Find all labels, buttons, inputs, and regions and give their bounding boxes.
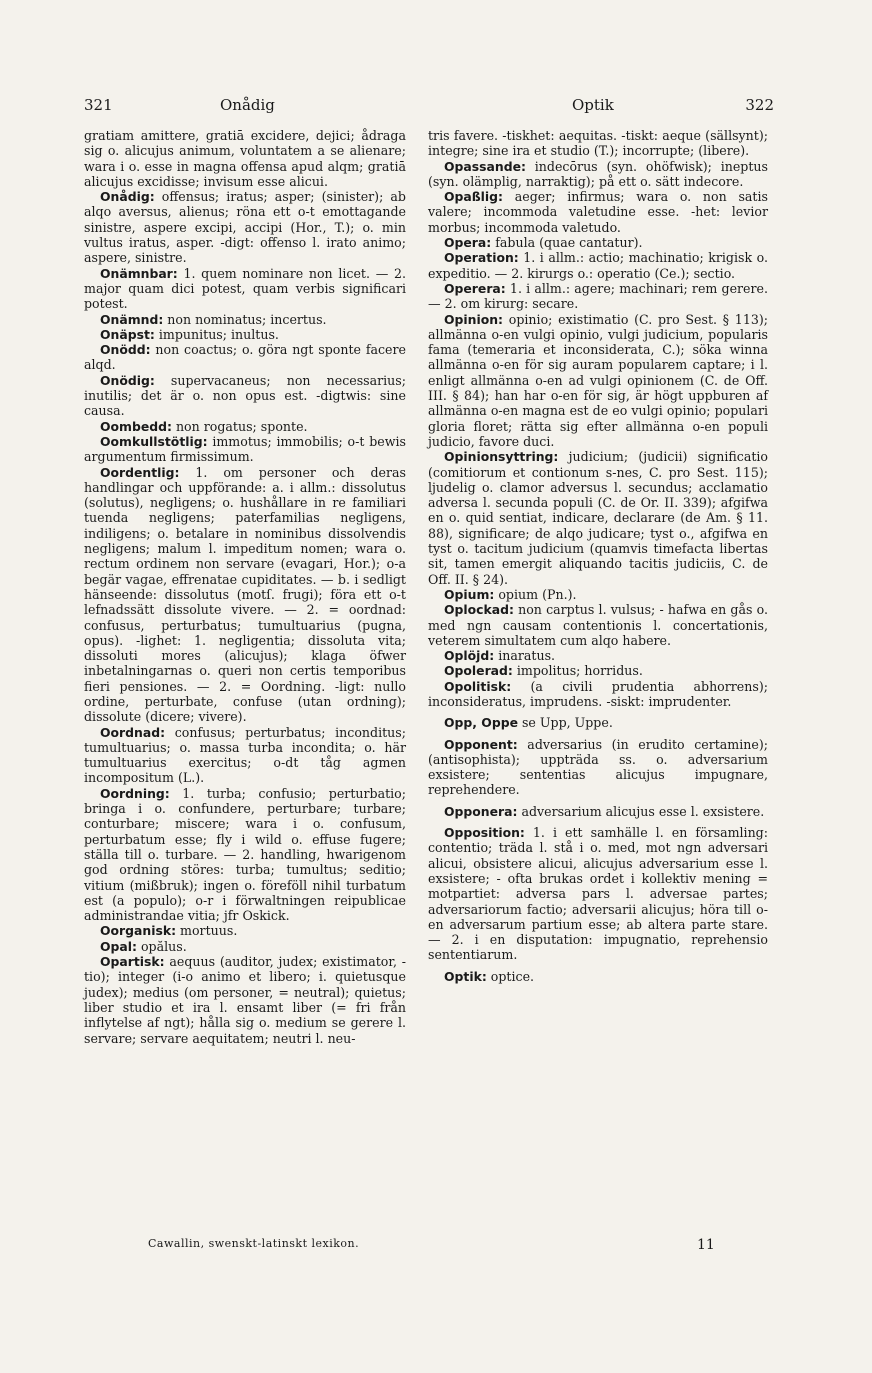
entry-headword: Oomkullstötlig: — [100, 433, 208, 449]
dictionary-entry — [84, 373, 406, 419]
entry-definition: 1. i allm.: agere; machinari; rem gerere. — 2. om kirurg: secare. — [428, 280, 768, 312]
dictionary-entry — [428, 648, 768, 663]
dictionary-entry — [84, 266, 406, 312]
dictionary-entry — [84, 434, 406, 465]
entry-headword: Opassande: — [444, 158, 526, 174]
dictionary-entry — [84, 786, 406, 924]
entry-headword: Oordentlig: — [100, 464, 180, 480]
entry-headword: Opium: — [444, 586, 495, 602]
entry-definition: confusus; perturbatus; inconditus; tumultuarius; o. massa turba incondita; o. här tumultuarius exercitus; o-dt tåg agmen incompositum (L.). — [84, 724, 406, 786]
entry-headword: Onödig: — [100, 372, 155, 388]
dictionary-entry — [428, 663, 768, 678]
entry-headword: Optik: — [444, 968, 487, 984]
entry-definition: 1. quem nominare non licet. — 2. major quam dici potest, quam verbis significari potest. — [84, 265, 406, 312]
signature-mark: 11 — [697, 1237, 715, 1253]
right-page-number: 322 — [745, 96, 774, 114]
entry-definition: supervacaneus; non necessarius; inutilis; det är o. non opus est. -digtwis: sine causa. — [84, 372, 406, 419]
running-header — [84, 96, 774, 120]
dictionary-entry — [428, 679, 768, 710]
entry-definition: (a civili prudentia abhorrens); inconsideratus, imprudens. -siskt: imprudenter. — [428, 678, 768, 709]
dictionary-entry — [84, 189, 406, 265]
entry-headword: Operera: — [444, 280, 506, 296]
dictionary-entry — [428, 825, 768, 963]
dictionary-entry — [428, 312, 768, 450]
entry-definition: opinio; existimatio (C. pro Sest. § 113); allmänna o-en vulgi opinio, vulgi judicium, popularis fama (temeraria et inconsiderata, C.); söka winna allmänna o-en för sig auram popularem captare; i l. enligt allmänna o-en ad vulgi opinionem (C. de Off. III. § 84); han har o-en för sig, är högt uppburen af allmänna o-en magna est de eo vulgi opinio; populari gloria floret; rätta sig efter allmänna o-en populi judicio, favore duci. — [428, 311, 768, 449]
dictionary-entry — [84, 923, 406, 938]
entry-definition: se Upp, Uppe. — [517, 715, 613, 731]
entry-definition: 1. i ett samhälle l. en församling: contentio; träda l. stå i o. med, mot ngn adversari alicui, obsistere alicui, alicujus adversarium esse l. exsistere; - ofta brukas ordet i kollektiv mening = motpartiet: adversa pars l. adversae partes; adversariorum factio; adversarii alicujus; höra till o-en adversarum partium esse; ab altera parte stare. — 2. i en disputation: impugnatio, reprehensio sententiarum. — [428, 825, 768, 963]
entry-headword: Opartisk: — [100, 954, 165, 970]
entry-headword: Oplöjd: — [444, 648, 495, 664]
entry-definition: judicium; (judicii) significatio (comitiorum et contionum s-nes, C. pro Sest. 115); ljudelig o. clamor adversus l. secundus; acclamatio adversa l. secunda populi (C. de Or. II. 339); afgifwa en o. quid sentiat, indicare, declarare (de Am. § 11. 88), significare; de alqo judicare; tyst o., afgifwa en tyst o. tacitum judicium (quamvis timefacta libertas sit, tamen emergit aliquando tacitis judiciis, C. de Off. II. § 24). — [428, 449, 768, 587]
dictionary-entry — [428, 235, 768, 250]
printer-imprint: Cawallin, swenskt-latinskt lexikon. — [148, 1237, 360, 1250]
entry-headword: Opaßlig: — [444, 189, 503, 205]
entry-definition: adversarium alicujus esse l. exsistere. — [517, 803, 765, 819]
entry-definition: inaratus. — [494, 648, 556, 664]
entry-headword: Oordning: — [100, 785, 170, 801]
entry-headword: Opp, Oppe — [444, 715, 518, 731]
dictionary-entry — [428, 128, 768, 159]
entry-definition: impolitus; horridus. — [512, 663, 643, 679]
entry-headword: Onödd: — [100, 342, 151, 358]
left-guide-word: Onådig — [220, 96, 275, 114]
entry-definition: 1. turba; confusio; perturbatio; bringa i o. confundere, perturbare; turbare; conturbare; miscere; wara i o. confusum, perturbatum esse; fly i wild o. effuse fugere; ställa till o. turbare. — 2. handling, hwarigenom god ordning störes: turba; tumultus; seditio; vitium (mißbruk); ingen o. föreföll nihil turbatum est (a populo); o-r i förwaltningen reipublicae administrandae vitia; jfr Oskick. — [84, 785, 406, 924]
entry-definition: impunitus; inultus. — [154, 326, 279, 342]
entry-headword: Onådig: — [100, 189, 155, 205]
entry-definition: non rogatus; sponte. — [171, 418, 308, 434]
dictionary-entry — [428, 602, 768, 648]
entry-headword: Oordnad: — [100, 724, 166, 740]
dictionary-entry — [428, 281, 768, 312]
entry-definition: fabula (quae cantatur). — [491, 235, 643, 251]
entry-headword: Oombedd: — [100, 418, 172, 434]
dictionary-entry — [84, 342, 406, 373]
entry-definition: non carptus l. vulsus; - hafwa en gås o. med ngn causam contentionis l. concertationis, veterem simultatem cum alqo habere. — [428, 602, 768, 648]
entry-definition: 1. om personer och deras handlingar och uppförande: a. i allm.: dissolutus (solutus), negligens; o. hushållare in re familiari tuenda negligens; paterfamilias negligens, indiligens; o. betalare in nominibus dissolvendis negligens; malum l. impeditum nomen; wara o. rectum ordinem non servare (evagari, Hor.); o-a begär vagae, effrenatae cupiditates. — b. i sedligt hänseende: dissolutus (motſ. frugi); föra ett o-t lefnadssätt dissolute vivere. — 2. = oordnad: confusus, perturbatus; tumultuarius (pugna, opus). -lighet: 1. negligentia; dissoluta vita; dissoluti mores (alicujus); klaga öfwer inbetalningarnas o. queri non certis temporibus fieri pensiones. — 2. = Oordning. -ligt: nullo ordine, perturbate, confuse (utan ordning); dissolute (dicere; vivere). — [84, 464, 406, 725]
dictionary-entry — [84, 939, 406, 954]
entry-headword: Opposition: — [444, 825, 525, 841]
entry-definition: non coactus; o. göra ngt sponte facere alqd. — [84, 342, 406, 373]
dictionary-entry — [428, 804, 768, 819]
entry-definition: adversarius (in erudito certamine); (antisophista); uppträda ss. o. adversarium exsistere; sententias alicujus impugnare, reprehendere. — [428, 736, 768, 798]
entry-headword: Operation: — [444, 250, 519, 266]
entry-definition: tris favere. -tiskhet: aequitas. -tiskt: aeque (sällsynt); integre; sine ira et studio (T.); incorrupte; (libere). — [428, 128, 768, 159]
entry-headword: Opinionsyttring: — [444, 449, 559, 465]
dictionary-entry — [428, 969, 768, 984]
right-guide-word: Optik — [572, 96, 614, 114]
entry-definition: gratiam amittere, gratiā excidere, dejici; ådraga sig o. alicujus animum, voluntatem a se alienare; wara i o. esse in magna offensa apud alqm; gratiā alicujus excidisse; invisum esse alicui. — [84, 128, 406, 189]
entry-headword: Oorganisk: — [100, 923, 177, 939]
dictionary-entry — [428, 250, 768, 281]
dictionary-entry — [84, 312, 406, 327]
dictionary-entry — [84, 327, 406, 342]
entry-headword: Onäpst: — [100, 326, 155, 342]
dictionary-entry — [84, 465, 406, 725]
left-column — [84, 128, 406, 1046]
entry-headword: Opera: — [444, 235, 492, 251]
left-page-number: 321 — [84, 96, 113, 114]
entry-definition: opium (Pn.). — [494, 586, 577, 602]
entry-definition: optice. — [486, 968, 535, 984]
entry-headword: Opponera: — [444, 803, 518, 819]
entry-definition: offensus; iratus; asper; (sinister); ab alqo aversus, alienus; röna ett o-t emottagande sinistre, aspere excipi, accipi (Hor., T.); o. min vultus iratus, asper. -digt: offenso l. irato animo; aspere, sinistre. — [84, 189, 406, 266]
dictionary-entry — [84, 419, 406, 434]
entry-definition: opălus. — [136, 938, 187, 954]
dictionary-entry — [428, 715, 768, 730]
entry-definition: immotus; immobilis; o-t bewis argumentum firmissimum. — [84, 433, 406, 465]
dictionary-entry — [84, 128, 406, 189]
dictionary-entry — [428, 449, 768, 587]
entry-definition: non nominatus; incertus. — [163, 311, 327, 327]
entry-headword: Opponent: — [444, 736, 518, 752]
entry-definition: mortuus. — [176, 923, 238, 939]
entry-definition: aeger; infirmus; wara o. non satis valere; incommoda valetudine esse. -het: levior morbus; incommoda valetudo. — [428, 189, 768, 235]
dictionary-entry — [428, 159, 768, 190]
dictionary-entry — [428, 587, 768, 602]
entry-headword: Onämnd: — [100, 311, 164, 327]
dictionary-entry — [428, 737, 768, 798]
entry-headword: Opolitisk: — [444, 678, 512, 694]
entry-definition: aequus (auditor, judex; existimator, -tio); integer (i-o animo et libero; i. quietusque judex); medius (om personer, = neutral); quietus; liber studio et ira l. ensamt liber (= fri från inflytelse af ngt); hålla sig o. medium se gerere l. servare; servare aequitatem; neutri l. neu- — [84, 954, 406, 1046]
entry-headword: Opinion: — [444, 311, 504, 327]
entry-headword: Oplockad: — [444, 602, 514, 618]
right-column — [428, 128, 768, 984]
entry-headword: Opal: — [100, 938, 137, 954]
dictionary-entry — [428, 189, 768, 235]
entry-definition: indecōrus (syn. ohöfwisk); ineptus (syn. olämplig, narraktig); på ett o. sätt indecore. — [428, 158, 768, 189]
entry-definition: 1. i allm.: actio; machinatio; krigisk o. expeditio. — 2. kirurgs o.: operatio (Ce.); sectio. — [428, 250, 768, 281]
entry-headword: Onämnbar: — [100, 265, 178, 281]
dictionary-entry — [84, 725, 406, 786]
dictionary-entry — [84, 954, 406, 1046]
entry-headword: Opolerad: — [444, 663, 513, 679]
